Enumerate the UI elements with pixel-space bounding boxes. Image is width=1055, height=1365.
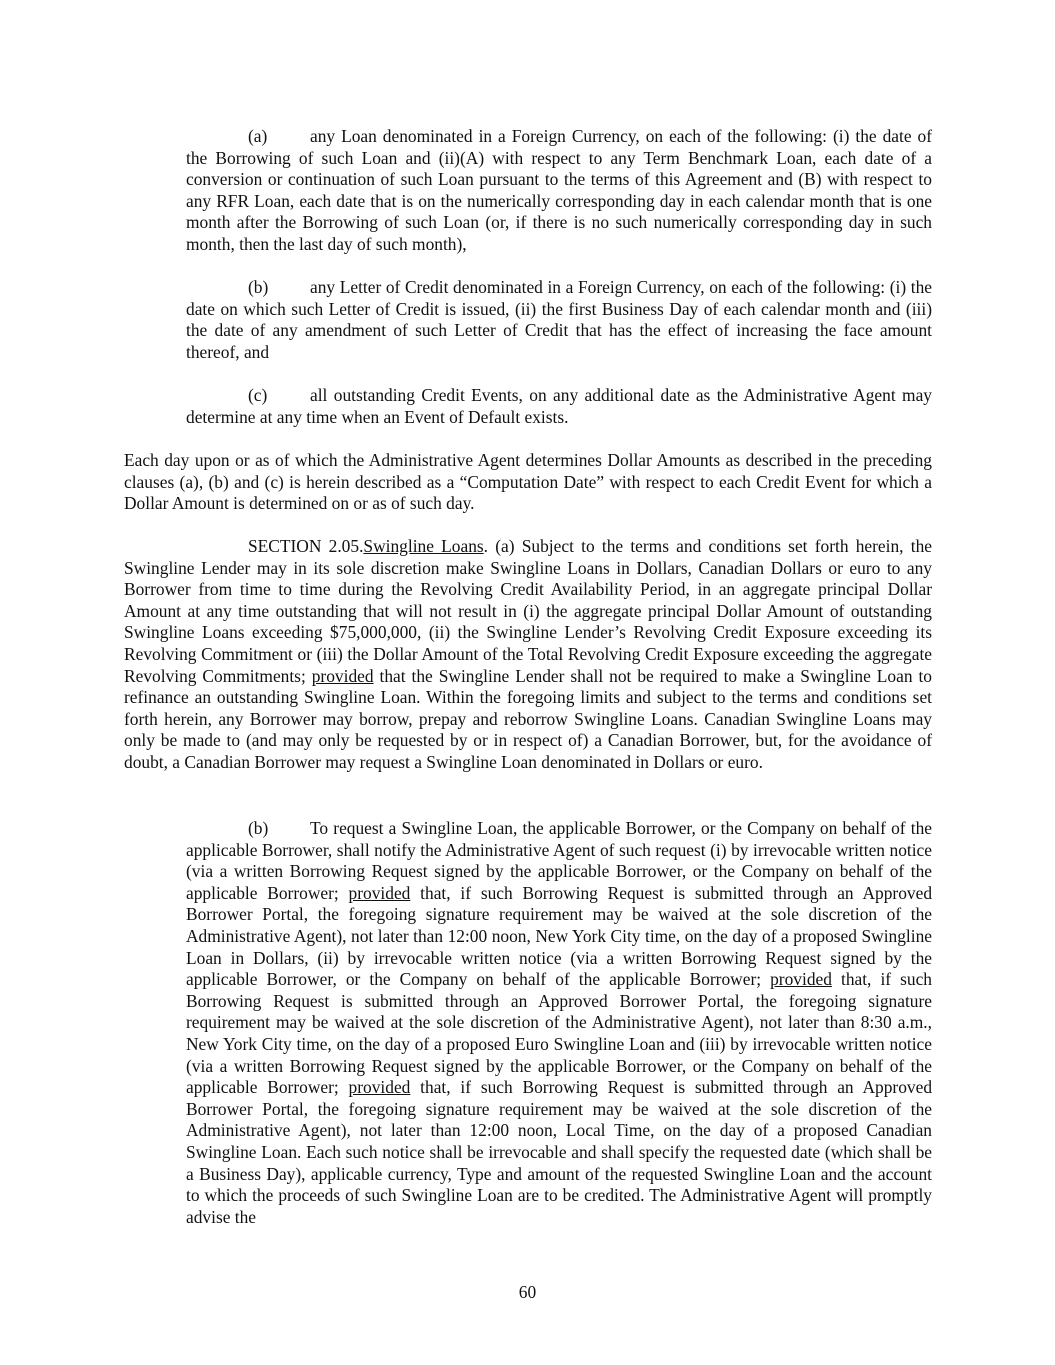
subsection-b-label: (b)	[248, 818, 269, 838]
provided-term: provided	[770, 969, 832, 990]
subsection-b-text-4: that, if such Borrowing Request is submitted through an Approved Borrower Portal, the foregoing signature requirement may be waived at the sole discretion of the Administrative Agent), not later than 12:00 noon, Local Time, on the day of a proposed Canadian Swingline Loan. Each such notice shall be irrevocable and shall specify the requested date (which shall be a Business Day), applicable currency, Type and amount of the requested Swingline Loan and the account to which the proceeds of such Swingline Loan are to be credited. The Administrative Agent will promptly advise the	[186, 1077, 933, 1227]
subsection-b	[186, 818, 932, 1228]
section-title: Swingline Loans	[363, 536, 484, 556]
clause-a-label: (a)	[248, 126, 268, 146]
subsection-b-text-1: To request a Swingline Loan, the applicable Borrower, or the Company on behalf of the applicable Borrower, shall notify the Administrative Agent of such request (i) by irrevocable written notice (via a written Borrowing Request signed by the applicable Borrower, or the Company on behalf of the applicable Borrower;	[186, 818, 932, 903]
clause-c-text: all outstanding Credit Events, on any additional date as the Administrative Agent may determine at any time when an Event of Default exists.	[186, 385, 932, 427]
subsection-b-text-2: that, if such Borrowing Request is submitted through an Approved Borrower Portal, the foregoing signature requirement may be waived at the sole discretion of the Administrative Agent), not later than 12:00 noon, New York City time, on the day of a proposed Swingline Loan in Dollars, (ii) by irrevocable written notice (via a written Borrowing Request signed by the applicable Borrower, or the Company on behalf of the applicable Borrower;	[186, 882, 933, 990]
provided-term: provided	[348, 1077, 411, 1098]
clause-c	[186, 385, 932, 428]
clause-b	[186, 277, 932, 363]
clause-b-label: (b)	[248, 277, 269, 297]
section-text-1: . (a) Subject to the terms and conditions set forth herein, the Swingline Lender may in its sole discretion make Swingline Loans in Dollars, Canadian Dollars or euro to any Borrower from time to time during the Revolving Credit Availability Period, in an aggregate principal Dollar Amount at any time outstanding that will not result in (i) the aggregate principal Dollar Amount of outstanding Swingline Loans exceeding $75,000,000, (ii) the Swingline Lender’s Revolving Credit Exposure exceeding its Revolving Commitment or (iii) the Dollar Amount of the Total Revolving Credit Exposure exceeding the aggregate Revolving Commitments;	[124, 536, 932, 686]
clause-b-text: any Letter of Credit denominated in a Foreign Currency, on each of the following: (i) the date on which such Letter of Credit is issued, (ii) the first Business Day of each calendar month and (iii) the date of any amendment of such Letter of Credit that has the effect of increasing the face amount thereof, and	[186, 277, 932, 362]
section-number: SECTION 2.05.	[248, 536, 364, 556]
page-number: 60	[518, 1282, 537, 1302]
computation-date-paragraph: Each day upon or as of which the Administrative Agent determines Dollar Amounts as described in the preceding clauses (a), (b) and (c) is herein described as a “Computation Date” with respect to each Credit Event for which a Dollar Amount is determined on or as of such day.	[124, 450, 932, 514]
section-text-2: that the Swingline Lender shall not be required to make a Swingline Loan to refinance an outstanding Swingline Loan. Within the foregoing limits and subject to the terms and conditions set forth herein, any Borrower may borrow, prepay and reborrow Swingline Loans. Canadian Swingline Loans may only be made to (and may only be requested by or in respect of) a Canadian Borrower, but, for the avoidance of doubt, a Canadian Borrower may request a Swingline Loan denominated in Dollars or euro.	[124, 665, 932, 772]
clause-c-label: (c)	[248, 385, 268, 405]
section-2-05	[124, 536, 932, 774]
clause-a-text: any Loan denominated in a Foreign Currency, on each of the following: (i) the date of the Borrowing of such Loan and (ii)(A) with respect to any Term Benchmark Loan, each date of a conversion or continuation of such Loan pursuant to the terms of this Agreement and (B) with respect to any RFR Loan, each date that is on the numerically corresponding day in each calendar month that is one month after the Borrowing of such Loan (or, if there is no such numerically corresponding day in such month, then the last day of such month),	[186, 126, 932, 254]
provided-term: provided	[311, 665, 374, 686]
clause-a	[186, 126, 932, 256]
subsection-b-text-3: that, if such Borrowing Request is submitted through an Approved Borrower Portal, the foregoing signature requirement may be waived at the sole discretion of the Administrative Agent), not later than 8:30 a.m., New York City time, on the day of a proposed Euro Swingline Loan and (iii) by irrevocable written notice (via a written Borrowing Request signed by the applicable Borrower, or the Company on behalf of the applicable Borrower;	[186, 969, 932, 1098]
provided-term: provided	[348, 882, 411, 903]
